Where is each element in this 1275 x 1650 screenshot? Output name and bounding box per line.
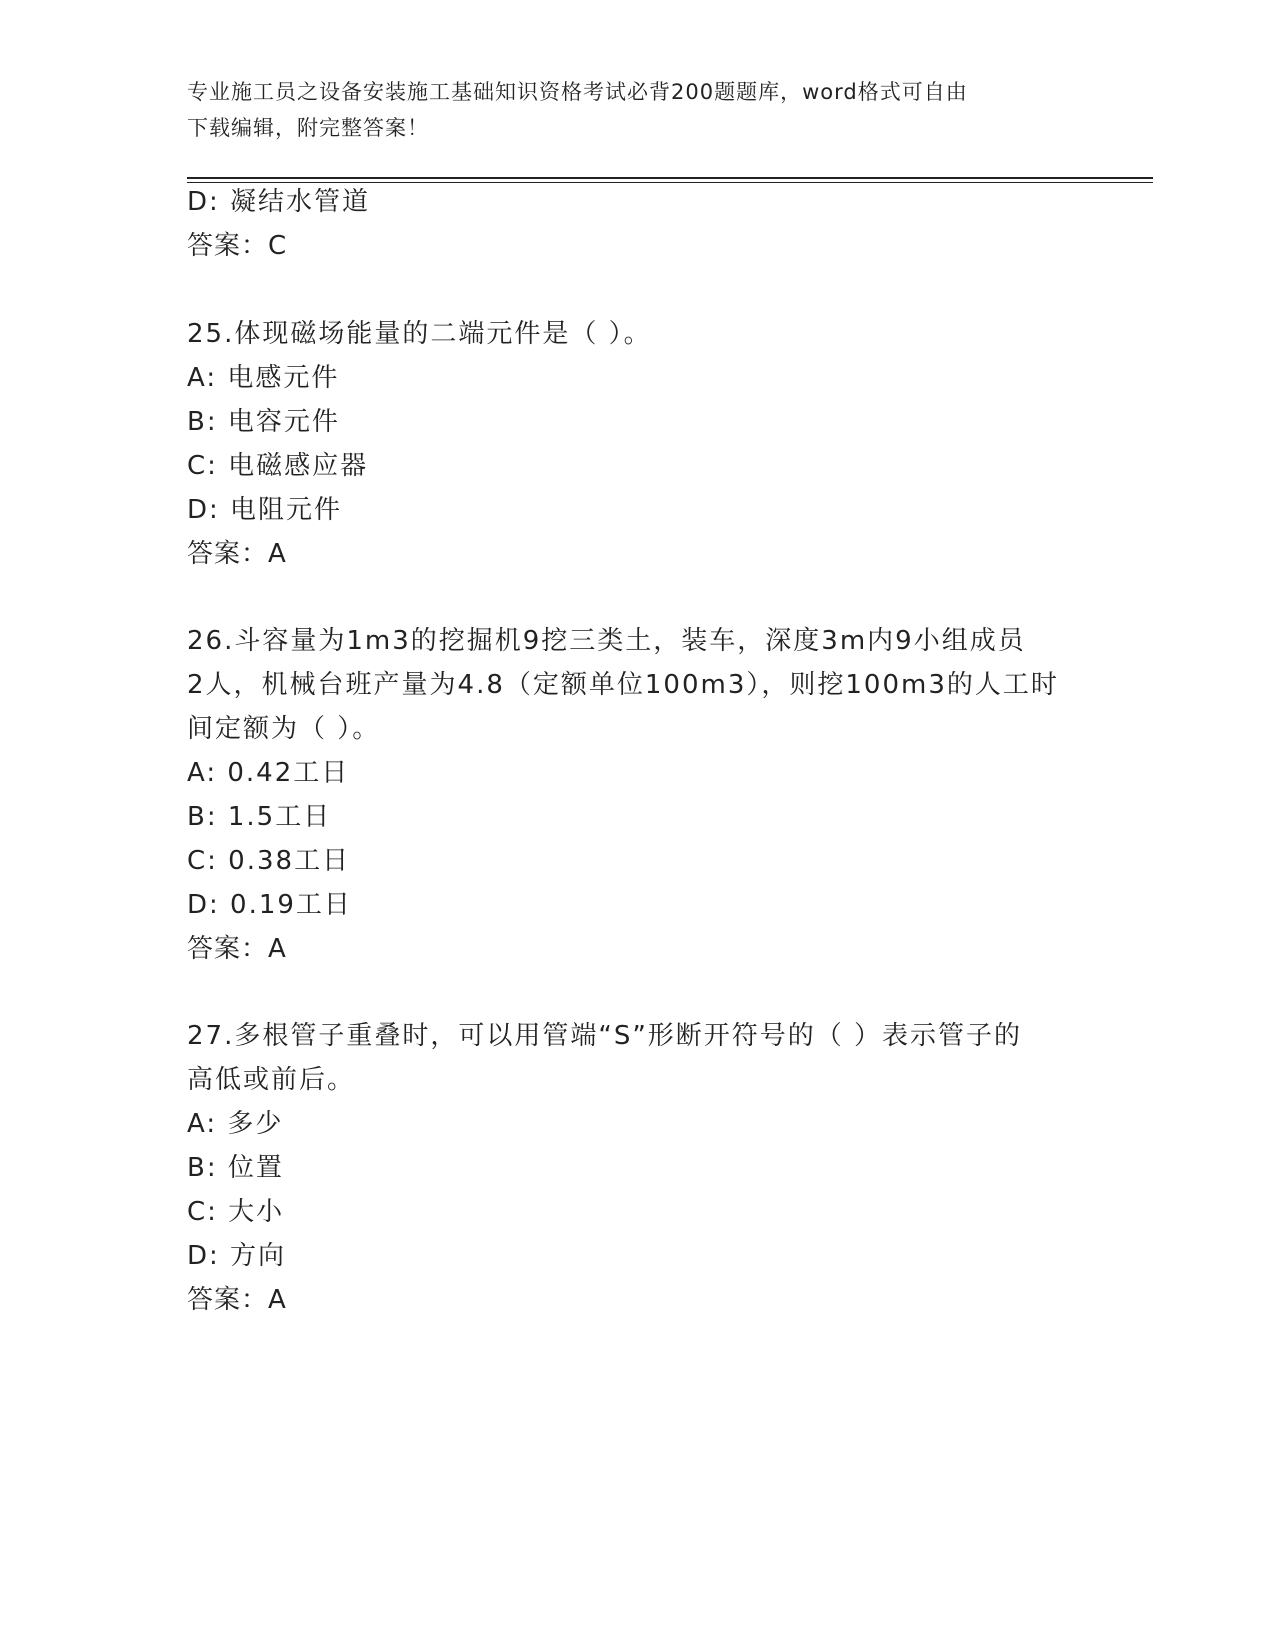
q25-question: 25.体现磁场能量的二端元件是（ ）。 <box>187 319 652 349</box>
q25-option-b: B: 电容元件 <box>187 407 340 437</box>
header-divider-thin <box>187 182 1153 183</box>
q24-option-d: D: 凝结水管道 <box>187 187 371 217</box>
q26-option-c: C: 0.38工日 <box>187 846 351 876</box>
header-line-1: 专业施工员之设备安装施工基础知识资格考试必背200题题库，word格式可自由 <box>187 80 968 104</box>
q25-option-d: D: 电阻元件 <box>187 495 343 525</box>
q26-option-a: A: 0.42工日 <box>187 758 350 788</box>
q27-answer: 答案：A <box>187 1285 287 1315</box>
q27-option-a: A: 多少 <box>187 1109 284 1139</box>
q25-option-a: A: 电感元件 <box>187 363 340 393</box>
q27-question-line-2: 高低或前后。 <box>187 1065 356 1095</box>
q26-question-line-3: 间定额为（ ）。 <box>187 714 381 744</box>
q26-option-b: B: 1.5工日 <box>187 802 332 832</box>
q26-question-line-1: 26.斗容量为1m3的挖掘机9挖三类土，装车，深度3m内9小组成员 <box>187 626 1026 656</box>
q24-answer: 答案：C <box>187 231 288 261</box>
header-divider-thick <box>187 177 1153 179</box>
q27-option-c: C: 大小 <box>187 1197 285 1227</box>
q26-answer: 答案：A <box>187 934 287 964</box>
q26-option-d: D: 0.19工日 <box>187 890 352 920</box>
q25-option-c: C: 电磁感应器 <box>187 451 369 481</box>
q26-question-line-2: 2人，机械台班产量为4.8（定额单位100m3），则挖100m3的人工时 <box>187 670 1059 700</box>
document-header <box>187 74 1067 146</box>
q27-option-b: B: 位置 <box>187 1153 284 1183</box>
q27-question-line-1: 27.多根管子重叠时，可以用管端“S”形断开符号的（ ）表示管子的 <box>187 1021 1023 1051</box>
q25-answer: 答案：A <box>187 539 287 569</box>
q27-option-d: D: 方向 <box>187 1241 287 1271</box>
header-line-2: 下载编辑，附完整答案！ <box>187 116 429 140</box>
